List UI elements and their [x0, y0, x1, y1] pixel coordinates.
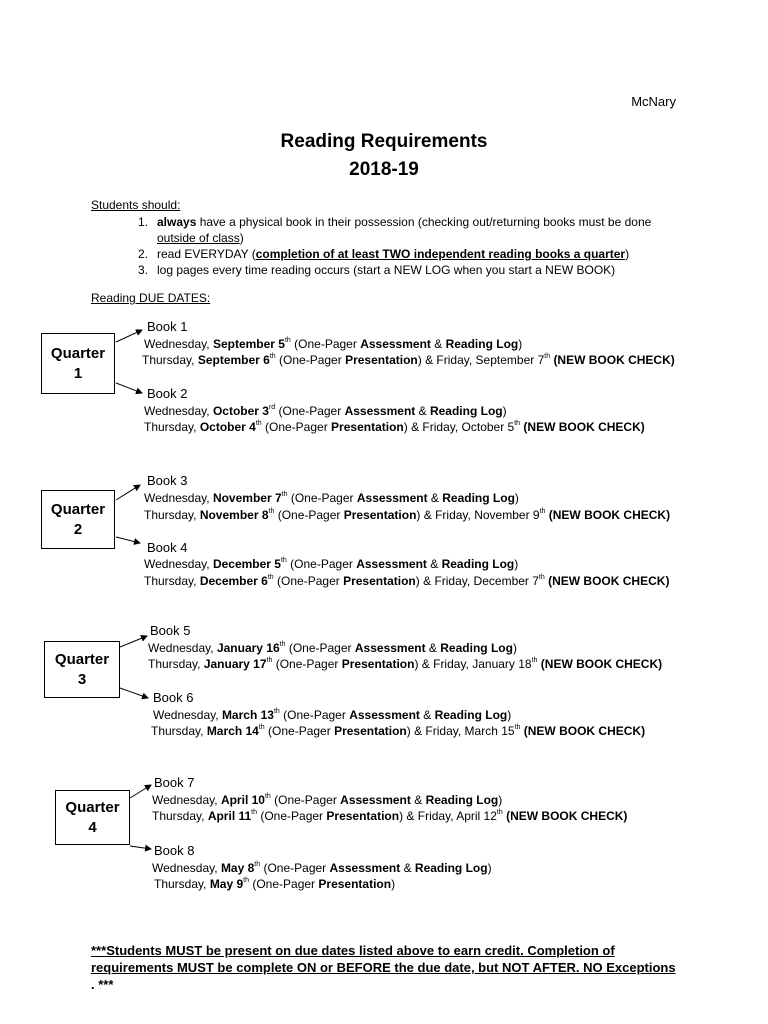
day-text: Thursday,	[154, 877, 210, 891]
day-text: Wednesday,	[153, 708, 222, 722]
due-date: April 10	[220, 793, 265, 807]
assessment-text: Assessment	[340, 793, 411, 807]
amp-text: ) &	[406, 724, 426, 738]
amp-text: ) &	[414, 657, 434, 671]
arrow-to-book-6	[120, 688, 148, 698]
ordinal-suffix: th	[539, 508, 546, 515]
amp-text: &	[400, 861, 415, 875]
ordinal-suffix: th	[258, 724, 265, 731]
reading-log-text: Reading Log	[442, 491, 515, 505]
presentation-text: Presentation	[343, 574, 416, 588]
book-8-wednesday-line	[152, 862, 492, 874]
close-paren: )	[498, 793, 503, 807]
ordinal-suffix: th	[544, 353, 551, 360]
quarter-number: 4	[88, 818, 97, 836]
due-date: March 13	[221, 708, 274, 722]
ordinal-suffix: th	[273, 708, 280, 715]
day-text: Thursday,	[144, 420, 200, 434]
book-7-wednesday-line	[152, 794, 502, 806]
assessment-text: Assessment	[360, 337, 431, 351]
ordinal-suffix: th	[531, 657, 538, 664]
ordinal-suffix: rd	[268, 404, 276, 411]
reading-log-text: Reading Log	[445, 337, 519, 351]
ordinal-suffix: th	[268, 508, 275, 515]
quarter-word: Quarter	[50, 344, 106, 362]
assessment-text: Assessment	[354, 641, 426, 655]
presentation-text: Presentation	[326, 809, 400, 823]
presentation-text: Presentation	[341, 657, 415, 671]
quarter-number: 1	[73, 364, 83, 382]
quarter-word: Quarter	[54, 650, 110, 668]
ordinal-suffix: th	[279, 641, 286, 648]
due-dates-label: Reading DUE DATES:	[91, 291, 211, 305]
assessment-text: Assessment	[344, 404, 416, 418]
ordinal-suffix: th	[281, 491, 288, 498]
ordinal-suffix: th	[284, 337, 291, 344]
amp-text: &	[430, 337, 446, 351]
close-paren: )	[514, 491, 519, 505]
assignment-text: (One-Pager	[260, 861, 330, 875]
day-text: Thursday,	[144, 508, 200, 522]
book-5-wednesday-line	[148, 642, 517, 654]
amp-text: &	[410, 793, 426, 807]
new-book-check-text: (NEW BOOK CHECK)	[523, 724, 646, 738]
ordinal-suffix: th	[264, 793, 271, 800]
due-date: May 8	[220, 861, 255, 875]
due-date: October 4	[199, 420, 256, 434]
book-2-label: Book 2	[147, 386, 188, 401]
ordinal-suffix: th	[514, 420, 521, 427]
day-text: Thursday,	[152, 809, 208, 823]
book-5-thursday-line	[148, 658, 662, 670]
book-2-thursday-line	[144, 421, 645, 433]
assignment-text: (One-Pager	[273, 574, 344, 588]
due-date: October 3	[212, 404, 269, 418]
ordinal-suffix: th	[255, 420, 262, 427]
day-text: Wednesday,	[144, 557, 213, 571]
close-paren: )	[518, 337, 523, 351]
presentation-text: Presentation	[331, 420, 404, 434]
ordinal-suffix: th	[254, 861, 261, 868]
requirement-text: read EVERYDAY (	[157, 247, 256, 261]
amp-text: &	[426, 557, 442, 571]
requirement-emphasis: always	[157, 215, 197, 229]
due-date: January 16	[216, 641, 280, 655]
day-text: Wednesday,	[152, 793, 221, 807]
ordinal-suffix: th	[514, 724, 521, 731]
new-book-check-text: (NEW BOOK CHECK)	[548, 508, 671, 522]
book-3-thursday-line	[144, 509, 670, 521]
requirement-text: have a physical book in their possession (checking out/returning books must be done	[196, 215, 652, 229]
list-number: 3.	[138, 263, 149, 277]
amp-text: ) &	[399, 809, 418, 823]
book-6-thursday-line	[151, 725, 645, 737]
page-title: Reading Requirements	[280, 131, 488, 152]
amp-text: ) &	[416, 508, 436, 522]
ordinal-suffix: th	[243, 877, 250, 884]
book-7-thursday-line	[152, 810, 627, 822]
amp-text: ) &	[417, 353, 437, 367]
assignment-text: (One-Pager	[290, 337, 361, 351]
due-date: December 6	[199, 574, 268, 588]
arrow-to-book-2	[116, 383, 142, 393]
book-6-label: Book 6	[153, 690, 194, 705]
assignment-text: (One-Pager	[287, 491, 357, 505]
friday-date: Friday, October 5	[422, 420, 515, 434]
ordinal-suffix: th	[269, 353, 276, 360]
book-8-thursday-line	[154, 878, 395, 890]
close-paren: )	[514, 557, 519, 571]
assignment-text: (One-Pager	[275, 404, 345, 418]
new-book-check-text: (NEW BOOK CHECK)	[506, 809, 628, 823]
arrow-to-book-5	[120, 636, 147, 647]
ordinal-suffix: th	[496, 809, 503, 816]
amp-text: ) &	[415, 574, 435, 588]
day-text: Wednesday,	[144, 491, 213, 505]
quarter-word: Quarter	[50, 500, 106, 518]
amp-text: &	[427, 491, 443, 505]
assessment-text: Assessment	[349, 708, 420, 722]
assignment-text: (One-Pager	[270, 793, 341, 807]
close-paren: )	[507, 708, 512, 722]
close-paren: )	[487, 861, 492, 875]
presentation-text: Presentation	[318, 877, 392, 891]
reading-log-text: Reading Log	[434, 708, 508, 722]
new-book-check-text: (NEW BOOK CHECK)	[523, 420, 645, 434]
presentation-text: Presentation	[343, 508, 417, 522]
book-3-label: Book 3	[147, 473, 188, 488]
ordinal-suffix: th	[538, 574, 545, 581]
footer-text: Students MUST be present on due dates listed above to earn credit. Completion of requirements MUST be complete ON or BEFORE the due date, but NOT AFTER. NO Exceptions	[91, 943, 676, 975]
close-paren: )	[502, 404, 507, 418]
book-2-wednesday-line	[144, 405, 507, 417]
requirement-text-end: )	[239, 231, 244, 245]
due-date: March 14	[206, 724, 259, 738]
presentation-text: Presentation	[334, 724, 407, 738]
assignment-text: (One-Pager	[274, 508, 344, 522]
quarter-word: Quarter	[65, 798, 120, 816]
book-1-thursday-line	[142, 354, 675, 366]
day-text: Wednesday,	[144, 337, 213, 351]
assessment-text: Assessment	[329, 861, 401, 875]
assignment-text: (One-Pager	[275, 353, 346, 367]
list-number: 2.	[138, 247, 149, 261]
due-date: January 17	[203, 657, 267, 671]
arrow-to-book-3	[116, 485, 140, 500]
footer-stars: ***	[91, 943, 107, 958]
amp-text: &	[419, 708, 435, 722]
book-6-wednesday-line	[153, 709, 511, 721]
book-4-label: Book 4	[147, 540, 188, 555]
arrow-to-book-7	[130, 785, 151, 798]
friday-date: Friday, November 9	[435, 508, 540, 522]
footer-stars: . ***	[91, 977, 114, 992]
due-date: April 11	[207, 809, 252, 823]
presentation-text: Presentation	[345, 353, 418, 367]
reading-log-text: Reading Log	[441, 557, 515, 571]
close-paren: )	[512, 641, 517, 655]
author-name: McNary	[631, 94, 676, 109]
requirement-text-end: )	[625, 247, 630, 261]
ordinal-suffix: th	[251, 809, 258, 816]
book-3-wednesday-line	[144, 492, 519, 504]
day-text: Thursday,	[151, 724, 207, 738]
due-date: November 7	[212, 491, 282, 505]
day-text: Wednesday,	[152, 861, 221, 875]
list-number: 1.	[138, 215, 149, 229]
friday-date: Friday, April 12	[417, 809, 497, 823]
friday-date: Friday, September 7	[436, 353, 545, 367]
close-paren: )	[391, 877, 396, 891]
arrow-to-book-8	[130, 846, 151, 849]
friday-date: Friday, December 7	[434, 574, 539, 588]
assignment-text: (One-Pager	[279, 708, 350, 722]
new-book-check-text: (NEW BOOK CHECK)	[548, 574, 670, 588]
requirement-underlined-text: outside of class	[157, 231, 240, 245]
assignment-text: (One-Pager	[257, 809, 327, 823]
book-5-label: Book 5	[150, 623, 191, 638]
book-4-thursday-line	[144, 575, 669, 587]
amp-text: ) &	[403, 420, 423, 434]
due-date: September 6	[197, 353, 270, 367]
requirement-underlined-bold-text: completion of at least TWO independent reading books a quarter	[255, 247, 626, 261]
ordinal-suffix: th	[266, 657, 273, 664]
day-text: Thursday,	[144, 574, 200, 588]
ordinal-suffix: th	[267, 574, 274, 581]
reading-log-text: Reading Log	[414, 861, 488, 875]
book-1-wednesday-line	[144, 338, 522, 350]
quarter-number: 3	[77, 670, 87, 688]
page-subtitle-year: 2018-19	[349, 159, 419, 180]
assignment-text: (One-Pager	[285, 641, 355, 655]
assignment-text: (One-Pager	[272, 657, 342, 671]
arrow-to-book-4	[116, 537, 140, 543]
students-should-label: Students should:	[91, 198, 181, 212]
assignment-text: (One-Pager	[286, 557, 357, 571]
reading-log-text: Reading Log	[425, 793, 499, 807]
reading-log-text: Reading Log	[429, 404, 503, 418]
due-date: September 5	[212, 337, 285, 351]
due-date: May 9	[209, 877, 244, 891]
day-text: Wednesday,	[144, 404, 213, 418]
day-text: Wednesday,	[148, 641, 217, 655]
friday-date: Friday, March 15	[425, 724, 515, 738]
quarter-number: 2	[73, 520, 83, 538]
assessment-text: Assessment	[356, 557, 427, 571]
friday-date: Friday, January 18	[433, 657, 532, 671]
book-1-label: Book 1	[147, 319, 188, 334]
arrow-to-book-1	[116, 330, 142, 342]
assignment-text: (One-Pager	[264, 724, 335, 738]
amp-text: &	[425, 641, 441, 655]
assessment-text: Assessment	[356, 491, 428, 505]
due-date: December 5	[212, 557, 281, 571]
book-4-wednesday-line	[144, 558, 518, 570]
new-book-check-text: (NEW BOOK CHECK)	[553, 353, 675, 367]
ordinal-suffix: th	[280, 557, 287, 564]
book-7-label: Book 7	[154, 775, 195, 790]
book-8-label: Book 8	[154, 843, 195, 858]
new-book-check-text: (NEW BOOK CHECK)	[540, 657, 663, 671]
amp-text: &	[415, 404, 430, 418]
reading-log-text: Reading Log	[440, 641, 513, 655]
day-text: Thursday,	[148, 657, 204, 671]
due-date: November 8	[199, 508, 269, 522]
footer-note	[91, 942, 691, 993]
day-text: Thursday,	[142, 353, 198, 367]
assignment-text: (One-Pager	[261, 420, 332, 434]
requirement-text: log pages every time reading occurs (start a NEW LOG when you start a NEW BOOK)	[157, 263, 616, 277]
assignment-text: (One-Pager	[249, 877, 319, 891]
